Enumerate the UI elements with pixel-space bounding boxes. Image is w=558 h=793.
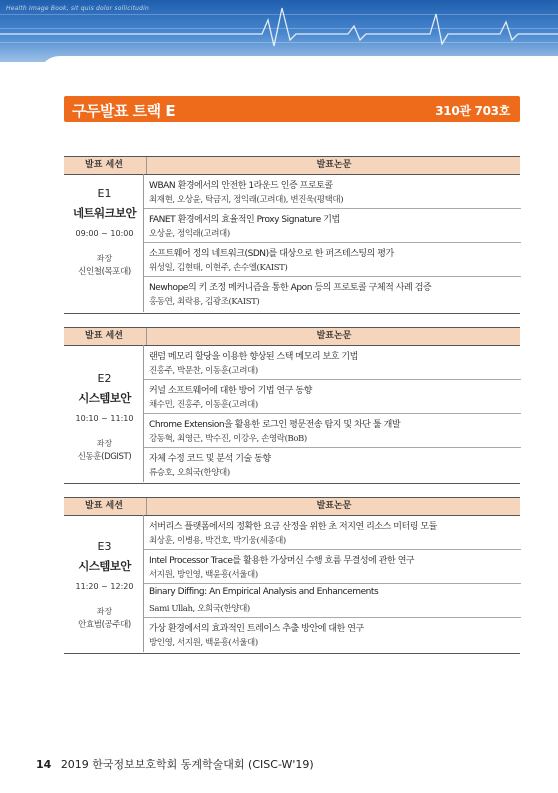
session-time: 11:20 ~ 12:20: [75, 582, 134, 591]
session-info: [64, 346, 145, 483]
paper-item: [144, 619, 521, 651]
paper-title: WBAN 환경에서의 안전한 1라운드 인증 프로토콜: [149, 181, 333, 191]
paper-title: 커널 소프트웨어에 대한 방어 기법 연구 동향: [149, 386, 312, 396]
papers-column-header: 발표논문: [146, 498, 521, 515]
paper-authors: 강동혁, 최영근, 박수진, 이강우, 손영락(BoB): [149, 434, 307, 444]
header-banner: [0, 0, 558, 62]
paper-title: FANET 환경에서의 효율적인 Proxy Signature 기법: [149, 215, 340, 225]
paper-item: [144, 517, 521, 550]
paper-title: Binary Diffing: An Empirical Analysis and Enhancements: [149, 587, 379, 597]
papers-column-header: 발표논문: [146, 328, 521, 345]
paper-authors: 서지원, 방인영, 백윤흥(서울대): [149, 570, 258, 580]
session-info: [64, 516, 145, 653]
paper-item: [144, 244, 521, 277]
paper-item: [144, 278, 521, 310]
paper-item: [144, 381, 521, 414]
track-title: 구두발표 트랙 E: [72, 102, 176, 120]
paper-item: [144, 415, 521, 448]
session-column-header: 발표 세션: [85, 501, 123, 511]
session-name: 시스템보안: [78, 391, 131, 405]
page-number: 14: [36, 758, 52, 771]
paper-title: Intel Processor Trace를 활용한 가상머신 수행 흐름 무결성에 관한 연구: [149, 556, 415, 566]
session-chair: 신동훈(DGIST): [77, 452, 132, 462]
track-header-bar: [64, 96, 520, 122]
paper-authors: 최상훈, 이병용, 박건호, 박기웅(세종대): [149, 536, 286, 546]
paper-list-e3: [143, 515, 521, 652]
paper-authors: 위성일, 김현태, 이현주, 손수엘(KAIST): [149, 263, 288, 273]
session-chair: 안효범(공주대): [78, 620, 131, 630]
session-code: E2: [97, 372, 112, 385]
session-time: 10:10 ~ 11:10: [75, 414, 134, 423]
paper-item: [144, 551, 521, 584]
paper-item: [144, 585, 521, 618]
paper-item: [144, 449, 521, 481]
paper-authors: Sami Ullah, 오희국(한양대): [149, 604, 250, 614]
paper-item: [144, 176, 521, 209]
paper-list-e1: [143, 174, 521, 312]
paper-list-e2: [143, 345, 521, 482]
page-footer: [36, 756, 314, 772]
session-name: 네트워크보안: [72, 206, 137, 220]
session-column-header: 발표 세션: [85, 160, 123, 170]
chair-label: 좌장: [96, 439, 113, 448]
session-chair: 신인철(목포대): [78, 267, 131, 277]
session-column-header: 발표 세션: [85, 331, 123, 341]
paper-authors: 채수민, 진홍주, 이동훈(고려대): [149, 400, 258, 410]
paper-authors: 방인영, 서지원, 백윤흥(서울대): [149, 638, 258, 648]
paper-title: Newhope의 키 조정 메커니즘을 통한 Apon 등의 프로토콜 구체적 사례 검증: [149, 283, 432, 293]
papers-column-header: 발표논문: [146, 157, 521, 174]
session-table-header: [64, 328, 520, 346]
paper-item: [144, 210, 521, 243]
track-room: 310관 703호: [435, 104, 510, 118]
paper-authors: 오상윤, 정익래(고려대): [149, 229, 230, 239]
paper-authors: 최재현, 오상윤, 탁금지, 정익래(고려대), 변진욱(평택대): [149, 195, 344, 205]
paper-title: 랜덤 메모리 할당을 이용한 향상된 스택 메모리 보호 기법: [149, 352, 358, 362]
chair-label: 좌장: [96, 254, 113, 263]
session-name: 시스템보안: [78, 559, 131, 573]
conference-name: 2019 한국정보보호학회 동계학술대회 (CISC-W'19): [60, 758, 314, 771]
session-info: [64, 175, 145, 313]
paper-authors: 홍동연, 최락용, 김광조(KAIST): [149, 297, 260, 307]
paper-title: 가상 환경에서의 효과적인 트레이스 추출 방안에 대한 연구: [149, 624, 364, 634]
paper-title: 자체 수정 코드 및 분석 기술 동향: [149, 454, 271, 464]
session-table-header: [64, 498, 520, 516]
paper-title: Chrome Extension을 활용한 로그인 평문전송 탐지 및 차단 툴 개발: [149, 420, 401, 430]
banner-caption: Health Image Book, sit quis dolor sollicitudin: [6, 5, 150, 12]
session-code: E3: [97, 540, 112, 553]
session-time: 09:00 ~ 10:00: [75, 229, 134, 238]
paper-authors: 류승호, 오희국(한양대): [149, 468, 230, 478]
chair-label: 좌장: [96, 607, 113, 616]
session-table-header: [64, 157, 520, 175]
session-code: E1: [97, 187, 112, 200]
paper-title: 서버리스 플랫폼에서의 정확한 요금 산정을 위한 초 저지연 리소스 미터링 모듈: [149, 522, 437, 532]
paper-authors: 진홍주, 박문찬, 이동훈(고려대): [149, 366, 258, 376]
paper-item: [144, 347, 521, 380]
paper-title: 소프트웨어 정의 네트워크(SDN)를 대상으로 한 퍼즈테스팅의 평가: [149, 249, 394, 259]
